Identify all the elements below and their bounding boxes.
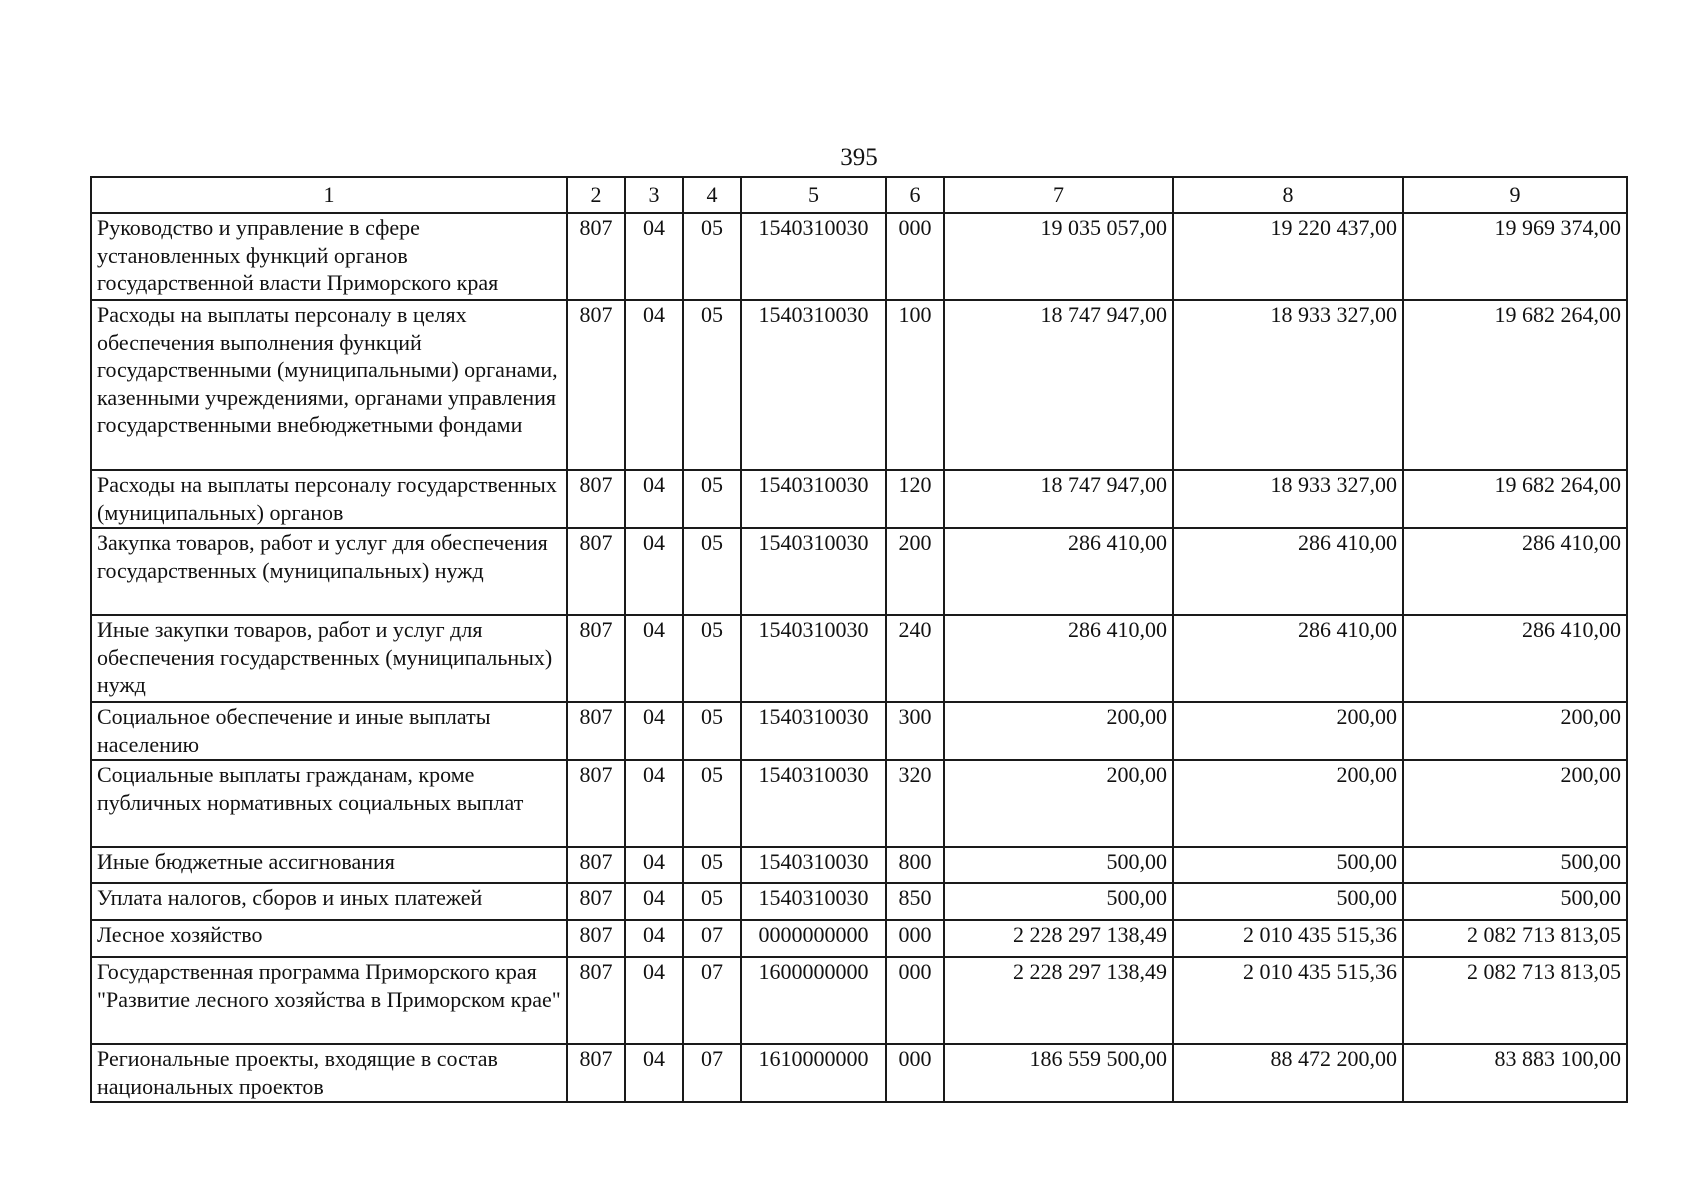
amount-col9: 2 082 713 813,05 — [1403, 957, 1627, 1044]
table-row — [91, 957, 1627, 1044]
section-code: 04 — [625, 883, 683, 920]
page-number: 395 — [840, 144, 878, 171]
column-header: 6 — [886, 177, 944, 213]
section-code: 04 — [625, 213, 683, 300]
amount-col7: 18 747 947,00 — [944, 470, 1173, 528]
table-row — [91, 847, 1627, 883]
amount-col8: 2 010 435 515,36 — [1173, 957, 1403, 1044]
target-article-code: 1600000000 — [741, 957, 886, 1044]
expense-type-code: 000 — [886, 920, 944, 957]
row-name: Руководство и управление в сфере установленных функций органов государственной власти Приморского края — [91, 213, 567, 300]
amount-col8: 200,00 — [1173, 760, 1403, 847]
subsection-code: 05 — [683, 847, 741, 883]
amount-col8: 18 933 327,00 — [1173, 470, 1403, 528]
table-row — [91, 760, 1627, 847]
amount-col9: 286 410,00 — [1403, 528, 1627, 615]
amount-col7: 18 747 947,00 — [944, 300, 1173, 470]
amount-col8: 286 410,00 — [1173, 528, 1403, 615]
amount-col9: 19 682 264,00 — [1403, 470, 1627, 528]
row-name: Государственная программа Приморского края "Развитие лесного хозяйства в Приморском крае" — [91, 957, 567, 1044]
column-header: 1 — [91, 177, 567, 213]
amount-col8: 18 933 327,00 — [1173, 300, 1403, 470]
row-name: Иные закупки товаров, работ и услуг для обеспечения государственных (муниципальных) нужд — [91, 615, 567, 702]
target-article-code: 1540310030 — [741, 883, 886, 920]
table-row — [91, 702, 1627, 760]
section-code: 04 — [625, 300, 683, 470]
amount-col7: 286 410,00 — [944, 528, 1173, 615]
target-article-code: 1540310030 — [741, 213, 886, 300]
table-row — [91, 1044, 1627, 1102]
section-code: 04 — [625, 528, 683, 615]
row-name: Лесное хозяйство — [91, 920, 567, 957]
amount-col9: 200,00 — [1403, 760, 1627, 847]
target-article-code: 1540310030 — [741, 760, 886, 847]
target-article-code: 1540310030 — [741, 300, 886, 470]
target-article-code: 1540310030 — [741, 528, 886, 615]
ministry-code: 807 — [567, 883, 625, 920]
amount-col9: 2 082 713 813,05 — [1403, 920, 1627, 957]
amount-col8: 500,00 — [1173, 847, 1403, 883]
ministry-code: 807 — [567, 957, 625, 1044]
row-name: Уплата налогов, сборов и иных платежей — [91, 883, 567, 920]
column-header: 7 — [944, 177, 1173, 213]
column-header: 2 — [567, 177, 625, 213]
section-code: 04 — [625, 957, 683, 1044]
ministry-code: 807 — [567, 615, 625, 702]
amount-col9: 19 682 264,00 — [1403, 300, 1627, 470]
amount-col7: 2 228 297 138,49 — [944, 957, 1173, 1044]
subsection-code: 05 — [683, 760, 741, 847]
amount-col7: 186 559 500,00 — [944, 1044, 1173, 1102]
subsection-code: 05 — [683, 213, 741, 300]
expense-type-code: 800 — [886, 847, 944, 883]
ministry-code: 807 — [567, 213, 625, 300]
row-name: Закупка товаров, работ и услуг для обеспечения государственных (муниципальных) нужд — [91, 528, 567, 615]
table-row — [91, 528, 1627, 615]
expense-type-code: 240 — [886, 615, 944, 702]
amount-col9: 286 410,00 — [1403, 615, 1627, 702]
column-header: 3 — [625, 177, 683, 213]
column-header: 8 — [1173, 177, 1403, 213]
target-article-code: 1540310030 — [741, 702, 886, 760]
amount-col9: 500,00 — [1403, 883, 1627, 920]
row-name: Социальное обеспечение и иные выплаты населению — [91, 702, 567, 760]
section-code: 04 — [625, 760, 683, 847]
ministry-code: 807 — [567, 847, 625, 883]
section-code: 04 — [625, 470, 683, 528]
amount-col7: 286 410,00 — [944, 615, 1173, 702]
amount-col8: 88 472 200,00 — [1173, 1044, 1403, 1102]
expense-type-code: 000 — [886, 957, 944, 1044]
amount-col7: 2 228 297 138,49 — [944, 920, 1173, 957]
subsection-code: 05 — [683, 470, 741, 528]
ministry-code: 807 — [567, 470, 625, 528]
ministry-code: 807 — [567, 702, 625, 760]
target-article-code: 1540310030 — [741, 615, 886, 702]
amount-col7: 500,00 — [944, 847, 1173, 883]
subsection-code: 07 — [683, 1044, 741, 1102]
amount-col8: 2 010 435 515,36 — [1173, 920, 1403, 957]
section-code: 04 — [625, 920, 683, 957]
subsection-code: 05 — [683, 615, 741, 702]
expense-type-code: 120 — [886, 470, 944, 528]
column-number-row — [91, 177, 1627, 213]
subsection-code: 05 — [683, 702, 741, 760]
amount-col7: 200,00 — [944, 760, 1173, 847]
expense-type-code: 300 — [886, 702, 944, 760]
section-code: 04 — [625, 615, 683, 702]
expense-type-code: 850 — [886, 883, 944, 920]
subsection-code: 05 — [683, 300, 741, 470]
amount-col8: 19 220 437,00 — [1173, 213, 1403, 300]
amount-col9: 19 969 374,00 — [1403, 213, 1627, 300]
row-name: Расходы на выплаты персоналу в целях обеспечения выполнения функций государственными (муниципальными) органами, казенными учреждениями, органами управления государственными внебюджетными фондами — [91, 300, 567, 470]
target-article-code: 1540310030 — [741, 470, 886, 528]
expense-type-code: 000 — [886, 213, 944, 300]
target-article-code: 0000000000 — [741, 920, 886, 957]
expense-type-code: 000 — [886, 1044, 944, 1102]
budget-table — [90, 176, 1628, 1103]
target-article-code: 1540310030 — [741, 847, 886, 883]
section-code: 04 — [625, 702, 683, 760]
section-code: 04 — [625, 1044, 683, 1102]
subsection-code: 05 — [683, 883, 741, 920]
column-header: 4 — [683, 177, 741, 213]
amount-col9: 83 883 100,00 — [1403, 1044, 1627, 1102]
ministry-code: 807 — [567, 920, 625, 957]
table-row — [91, 920, 1627, 957]
amount-col7: 19 035 057,00 — [944, 213, 1173, 300]
amount-col9: 200,00 — [1403, 702, 1627, 760]
row-name: Иные бюджетные ассигнования — [91, 847, 567, 883]
column-header: 5 — [741, 177, 886, 213]
amount-col8: 200,00 — [1173, 702, 1403, 760]
amount-col7: 500,00 — [944, 883, 1173, 920]
table-row — [91, 883, 1627, 920]
ministry-code: 807 — [567, 760, 625, 847]
ministry-code: 807 — [567, 528, 625, 615]
target-article-code: 1610000000 — [741, 1044, 886, 1102]
amount-col9: 500,00 — [1403, 847, 1627, 883]
row-name: Расходы на выплаты персоналу государственных (муниципальных) органов — [91, 470, 567, 528]
amount-col7: 200,00 — [944, 702, 1173, 760]
table-row — [91, 615, 1627, 702]
row-name: Социальные выплаты гражданам, кроме публичных нормативных социальных выплат — [91, 760, 567, 847]
subsection-code: 07 — [683, 957, 741, 1044]
ministry-code: 807 — [567, 1044, 625, 1102]
table-row — [91, 300, 1627, 470]
section-code: 04 — [625, 847, 683, 883]
amount-col8: 286 410,00 — [1173, 615, 1403, 702]
column-header: 9 — [1403, 177, 1627, 213]
subsection-code: 07 — [683, 920, 741, 957]
expense-type-code: 200 — [886, 528, 944, 615]
expense-type-code: 320 — [886, 760, 944, 847]
table-row — [91, 470, 1627, 528]
row-name: Региональные проекты, входящие в состав национальных проектов — [91, 1044, 567, 1102]
ministry-code: 807 — [567, 300, 625, 470]
subsection-code: 05 — [683, 528, 741, 615]
amount-col8: 500,00 — [1173, 883, 1403, 920]
table-row — [91, 213, 1627, 300]
expense-type-code: 100 — [886, 300, 944, 470]
